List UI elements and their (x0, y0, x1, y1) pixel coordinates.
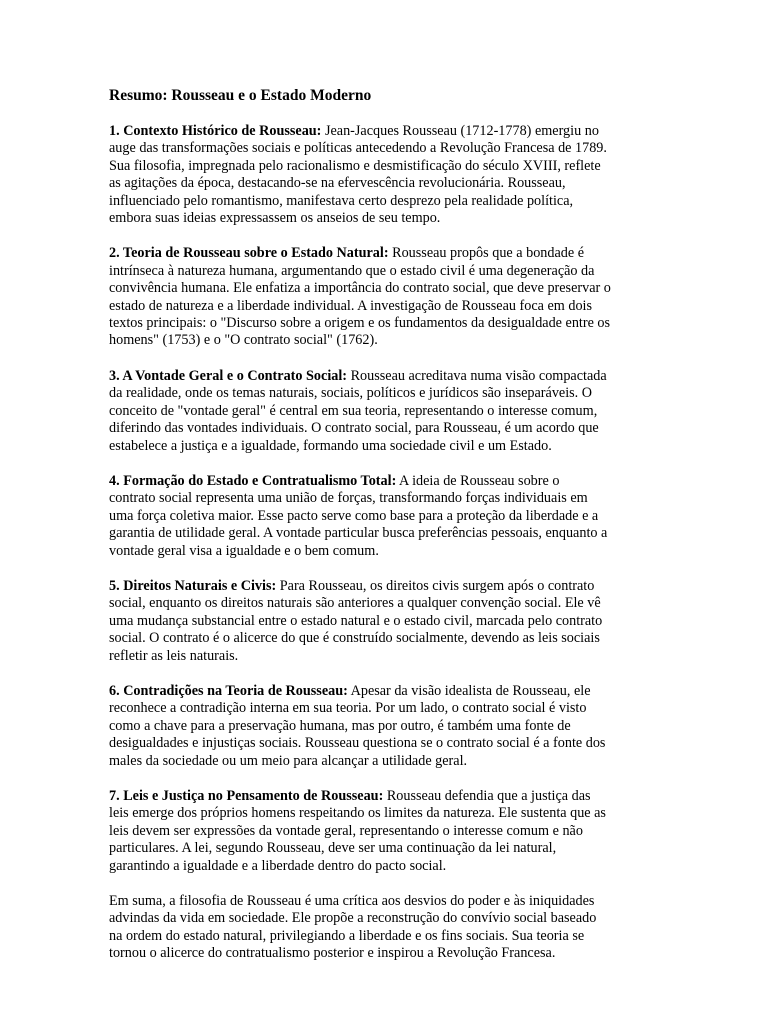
section-line: influenciado pelo romantismo, manifestava certo desprezo pela realidade política, (109, 192, 574, 209)
section-line (109, 473, 659, 490)
section-line (109, 683, 659, 700)
section-line: embora suas ideias expressassem os anseios de seu tempo. (109, 210, 441, 227)
section-line: leis devem ser expressões da vontade geral, representando o interesse comum e não (109, 822, 583, 839)
section-line: uma força coletiva maior. Esse pacto serve como base para a proteção da liberdade e a (109, 507, 599, 524)
section-natural-state-theory (109, 245, 659, 349)
section-line: uma mudança substancial entre o estado natural e o estado civil, marcada pelo contrato (109, 612, 603, 629)
conclusion-line: na ordem do estado natural, privilegiando a liberdade e os fins sociais. Sua teoria se (109, 927, 585, 944)
section-laws-justice (109, 788, 659, 875)
section-line: da realidade, onde os temas naturais, sociais, políticos e jurídicos são inseparáveis. O (109, 385, 593, 402)
conclusion-line: advindas da vida em sociedade. Ele propõe a reconstrução do convívio social baseado (109, 910, 597, 927)
section-line: garantindo a igualdade e a liberdade dentro do pacto social. (109, 857, 447, 874)
section-line: social, enquanto os direitos naturais são anteriores a qualquer convenção social. Ele vê (109, 595, 601, 612)
section-text: Jean-Jacques Rousseau (1712-1778) emergiu no (321, 123, 599, 139)
section-text: Para Rousseau, os direitos civis surgem após o contrato (276, 577, 595, 594)
section-heading: 5. Direitos Naturais e Civis: (109, 577, 277, 594)
section-line (109, 123, 659, 140)
section-heading: 3. A Vontade Geral e o Contrato Social: (109, 367, 348, 384)
conclusion-line: Em suma, a filosofia de Rousseau é uma crítica aos desvios do poder e às iniquidades (109, 893, 595, 910)
section-line: particulares. A lei, segundo Rousseau, deve ser uma continuação da lei natural, (109, 840, 557, 857)
section-line: estabelece a justiça e a igualdade, formando uma sociedade civil e um Estado. (109, 437, 552, 454)
section-general-will (109, 368, 659, 455)
section-line: Sua filosofia, impregnada pelo racionalismo e desmistificação do século XVIII, reflete (109, 157, 601, 174)
section-heading: 7. Leis e Justiça no Pensamento de Rousseau: (109, 788, 384, 804)
section-line: desigualdades e injustiças sociais. Rousseau questiona se o contrato social é a fonte dos (109, 735, 606, 752)
section-line: social. O contrato é o alicerce do que é construído socialmente, devendo as leis sociais (109, 630, 600, 647)
section-heading: 1. Contexto Histórico de Rousseau: (109, 123, 322, 139)
document-page (109, 86, 659, 981)
section-line: convivência humana. Ele enfatiza a importância do contrato social, que deve preservar o (109, 280, 611, 297)
section-contradictions (109, 683, 659, 770)
section-line: contrato social representa uma união de forças, transformando forças individuais em (109, 490, 588, 507)
section-line (109, 788, 659, 805)
section-heading: 6. Contradições na Teoria de Rousseau: (109, 682, 348, 699)
section-text: A ideia de Rousseau sobre o (396, 472, 560, 489)
section-line (109, 368, 659, 385)
section-historical-context (109, 123, 659, 227)
section-line (109, 245, 659, 262)
document-title: Resumo: Rousseau e o Estado Moderno (109, 87, 372, 104)
section-line: textos principais: o "Discurso sobre a origem e os fundamentos da desigualdade entre os (109, 315, 611, 332)
section-text: Rousseau propôs que a bondade é (388, 245, 585, 262)
section-line: intrínseca à natureza humana, argumentando que o estado civil é uma degeneração da (109, 262, 595, 279)
section-line: reconhece a contradição interna em sua teoria. Por um lado, o contrato social é visto (109, 700, 587, 717)
section-heading: 2. Teoria de Rousseau sobre o Estado Natural: (109, 245, 389, 262)
section-natural-civil-rights (109, 578, 659, 665)
conclusion-paragraph (109, 893, 659, 963)
section-line: estado de natureza e a liberdade individual. A investigação de Rousseau foca em dois (109, 297, 592, 314)
section-line: males da sociedade ou um meio para alcançar a utilidade geral. (109, 752, 468, 769)
section-line: homens" (1753) e o "O contrato social" (1762). (109, 332, 378, 349)
section-line: como a chave para a preservação humana, mas por outro, é também uma fonte de (109, 717, 571, 734)
section-text: Rousseau acreditava numa visão compactada (347, 367, 607, 384)
section-text: Apesar da visão idealista de Rousseau, ele (347, 682, 591, 699)
section-line: conceito de "vontade geral" é central em sua teoria, representando o interesse comum, (109, 402, 598, 419)
section-state-formation (109, 473, 659, 560)
section-line: refletir as leis naturais. (109, 647, 239, 664)
section-heading: 4. Formação do Estado e Contratualismo Total: (109, 472, 397, 489)
section-line (109, 578, 659, 595)
section-line: auge das transformações sociais e políticas antecedendo a Revolução Francesa de 1789. (109, 140, 607, 157)
section-line: leis emerge dos próprios homens respeitando os limites da natureza. Ele sustenta que as (109, 805, 606, 822)
section-line: diferindo das vontades individuais. O contrato social, para Rousseau, é um acordo que (109, 420, 599, 437)
section-line: vontade geral visa a igualdade e o bem comum. (109, 542, 379, 559)
section-text: Rousseau defendia que a justiça das (383, 788, 591, 804)
conclusion-line: tornou o alicerce do contratualismo posterior e inspirou a Revolução Francesa. (109, 945, 556, 962)
section-line: as agitações da época, destacando-se na efervescência revolucionária. Rousseau, (109, 175, 566, 192)
section-line: garantia de utilidade geral. A vontade particular busca preferências pessoais, enquanto a (109, 525, 608, 542)
